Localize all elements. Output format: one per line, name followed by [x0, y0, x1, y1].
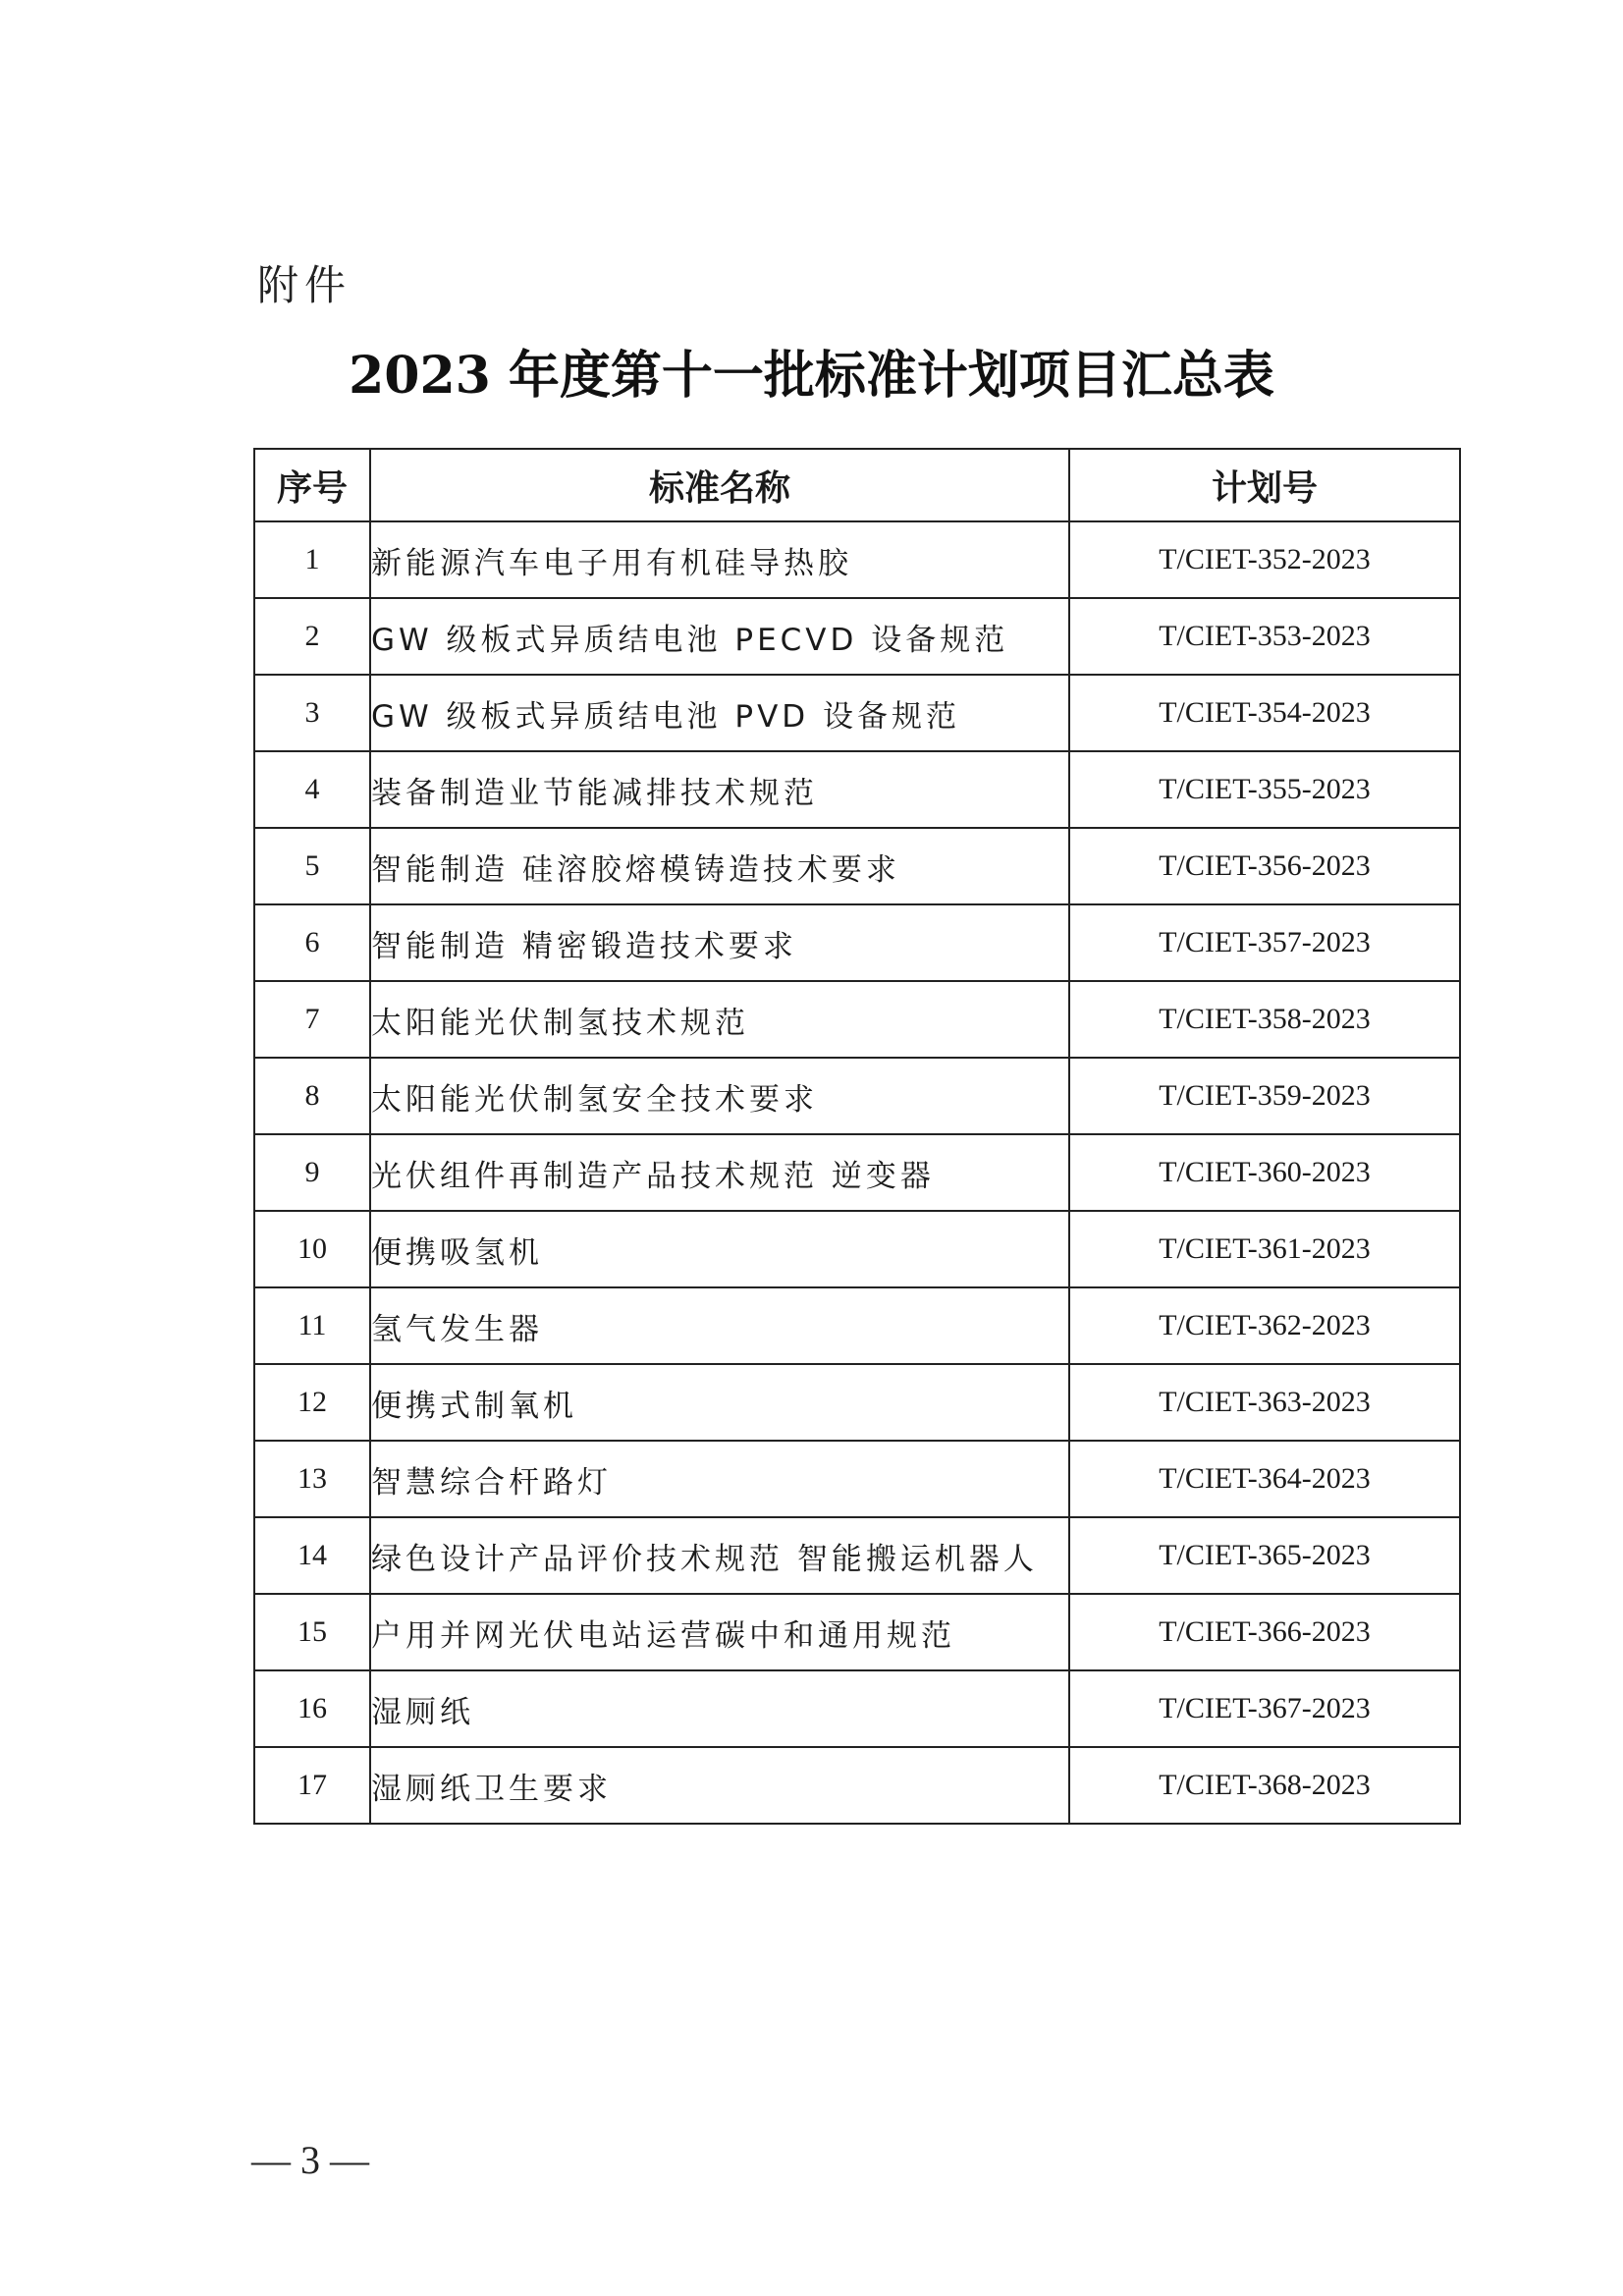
table-row [254, 1287, 1460, 1364]
row-standard-name: 智能制造 硅溶胶熔模铸造技术要求 [370, 828, 1069, 904]
row-standard-name: 绿色设计产品评价技术规范 智能搬运机器人 [370, 1517, 1069, 1594]
row-plan-number: T/CIET-355-2023 [1069, 751, 1460, 828]
row-number: 12 [254, 1364, 370, 1441]
row-number: 15 [254, 1594, 370, 1670]
standards-table [253, 448, 1461, 1825]
row-standard-name: 装备制造业节能减排技术规范 [370, 751, 1069, 828]
row-number: 9 [254, 1134, 370, 1211]
table-row [254, 904, 1460, 981]
table-row [254, 598, 1460, 675]
table-row [254, 751, 1460, 828]
page-number: — 3 — [251, 2138, 369, 2182]
row-standard-name: 便携吸氢机 [370, 1211, 1069, 1287]
row-plan-number: T/CIET-364-2023 [1069, 1441, 1460, 1517]
row-standard-name: 智能制造 精密锻造技术要求 [370, 904, 1069, 981]
row-plan-number: T/CIET-356-2023 [1069, 828, 1460, 904]
row-standard-name: 湿厕纸 [370, 1670, 1069, 1747]
table-row [254, 1747, 1460, 1824]
row-plan-number: T/CIET-353-2023 [1069, 598, 1460, 675]
row-standard-name: GW 级板式异质结电池 PVD 设备规范 [370, 675, 1069, 751]
row-standard-name: 户用并网光伏电站运营碳中和通用规范 [370, 1594, 1069, 1670]
table-row [254, 828, 1460, 904]
row-number: 1 [254, 521, 370, 598]
row-number: 5 [254, 828, 370, 904]
table-row [254, 1134, 1460, 1211]
row-plan-number: T/CIET-368-2023 [1069, 1747, 1460, 1824]
table-header-row [254, 449, 1460, 521]
table-row [254, 675, 1460, 751]
row-number: 17 [254, 1747, 370, 1824]
table-row [254, 1670, 1460, 1747]
row-number: 10 [254, 1211, 370, 1287]
row-standard-name: 太阳能光伏制氢技术规范 [370, 981, 1069, 1058]
row-number: 16 [254, 1670, 370, 1747]
row-plan-number: T/CIET-366-2023 [1069, 1594, 1460, 1670]
row-standard-name: GW 级板式异质结电池 PECVD 设备规范 [370, 598, 1069, 675]
row-plan-number: T/CIET-354-2023 [1069, 675, 1460, 751]
page-title: 2023 年度第十一批标准计划项目汇总表 [349, 346, 1274, 406]
row-standard-name: 太阳能光伏制氢安全技术要求 [370, 1058, 1069, 1134]
row-plan-number: T/CIET-358-2023 [1069, 981, 1460, 1058]
row-standard-name: 氢气发生器 [370, 1287, 1069, 1364]
table-row [254, 1594, 1460, 1670]
table-row [254, 1211, 1460, 1287]
row-number: 6 [254, 904, 370, 981]
table-row [254, 1364, 1460, 1441]
row-plan-number: T/CIET-352-2023 [1069, 521, 1460, 598]
row-standard-name: 湿厕纸卫生要求 [370, 1747, 1069, 1824]
header-number: 序号 [254, 449, 370, 521]
attachment-label: 附件 [257, 261, 352, 309]
table-row [254, 521, 1460, 598]
row-plan-number: T/CIET-359-2023 [1069, 1058, 1460, 1134]
row-plan-number: T/CIET-367-2023 [1069, 1670, 1460, 1747]
row-number: 8 [254, 1058, 370, 1134]
header-standard-name: 标准名称 [370, 449, 1069, 521]
row-standard-name: 新能源汽车电子用有机硅导热胶 [370, 521, 1069, 598]
table-row [254, 1058, 1460, 1134]
row-standard-name: 智慧综合杆路灯 [370, 1441, 1069, 1517]
row-number: 14 [254, 1517, 370, 1594]
row-plan-number: T/CIET-365-2023 [1069, 1517, 1460, 1594]
row-number: 4 [254, 751, 370, 828]
table-row [254, 981, 1460, 1058]
table-row [254, 1517, 1460, 1594]
row-number: 7 [254, 981, 370, 1058]
row-number: 3 [254, 675, 370, 751]
header-plan-number: 计划号 [1069, 449, 1460, 521]
table-row [254, 1441, 1460, 1517]
row-number: 2 [254, 598, 370, 675]
row-number: 11 [254, 1287, 370, 1364]
row-plan-number: T/CIET-363-2023 [1069, 1364, 1460, 1441]
row-plan-number: T/CIET-360-2023 [1069, 1134, 1460, 1211]
row-standard-name: 光伏组件再制造产品技术规范 逆变器 [370, 1134, 1069, 1211]
row-number: 13 [254, 1441, 370, 1517]
row-plan-number: T/CIET-357-2023 [1069, 904, 1460, 981]
row-plan-number: T/CIET-362-2023 [1069, 1287, 1460, 1364]
row-plan-number: T/CIET-361-2023 [1069, 1211, 1460, 1287]
row-standard-name: 便携式制氧机 [370, 1364, 1069, 1441]
